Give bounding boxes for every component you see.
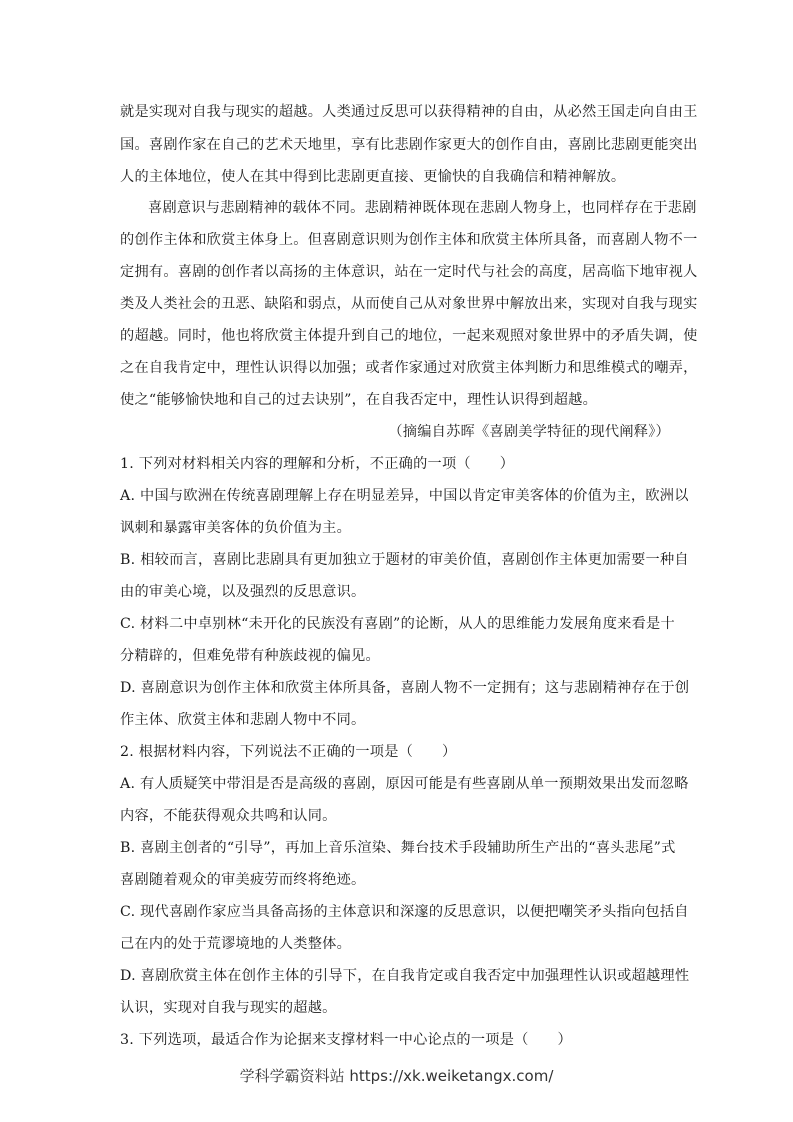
passage-line: 就是实现对自我与现实的超越。人类通过反思可以获得精神的自由，从必然王国走向自由王 bbox=[120, 104, 698, 120]
passage-line: 定拥有。喜剧的创作者以高扬的主体意识，站在一定时代与社会的高度，居高临下地审视人 bbox=[120, 264, 698, 280]
footer-watermark: 学科学霸资料站 https://xk.weiketangx.com/ bbox=[239, 1067, 554, 1085]
question-2-option-d-cont: 认识，实现对自我与现实的超越。 bbox=[120, 1000, 337, 1016]
question-2-stem: 2. 根据材料内容，下列说法不正确的一项是（ ） bbox=[120, 744, 457, 760]
question-1-option-a-cont: 讽刺和暴露审美客体的负价值为主。 bbox=[120, 520, 352, 536]
question-1-option-b: B. 相较而言，喜剧比悲剧具有更加独立于题材的审美价值，喜剧创作主体更加需要一种自 bbox=[120, 552, 689, 568]
question-1-stem: 1. 下列对材料相关内容的理解和分析，不正确的一项（ ） bbox=[120, 456, 515, 472]
source-citation: （摘编自苏晖《喜剧美学特征的现代阐释》） bbox=[388, 424, 670, 440]
passage-paragraph-start: 喜剧意识与悲剧精神的载体不同。悲剧精神既体现在悲剧人物身上，也同样存在于悲剧 bbox=[148, 200, 697, 216]
question-2-option-a-cont: 内容，不能获得观众共鸣和认同。 bbox=[120, 808, 337, 824]
question-2-option-d: D. 喜剧欣赏主体在创作主体的引导下，在自我肯定或自我否定中加强理性认识或超越理性 bbox=[120, 968, 690, 984]
passage-line: 之在自我肯定中，理性认识得以加强；或者作家通过对欣赏主体判断力和思维模式的嘲弄， bbox=[120, 360, 698, 376]
passage-line: 国。喜剧作家在自己的艺术天地里，享有比悲剧作家更大的创作自由，喜剧比悲剧更能突出 bbox=[120, 137, 698, 153]
question-1-option-d: D. 喜剧意识为创作主体和欣赏主体所具备，喜剧人物不一定拥有；这与悲剧精神存在于创 bbox=[120, 680, 690, 696]
question-2-option-c: C. 现代喜剧作家应当具备高扬的主体意识和深邃的反思意识，以便把嘲笑矛头指向包括自 bbox=[120, 904, 689, 920]
question-2-option-c-cont: 己在内的处于荒谬境地的人类整体。 bbox=[120, 936, 352, 952]
question-1-option-a: A. 中国与欧洲在传统喜剧理解上存在明显差异，中国以肯定审美客体的价值为主，欧洲以 bbox=[120, 488, 689, 504]
question-1-option-b-cont: 由的审美心境，以及强烈的反思意识。 bbox=[120, 584, 366, 600]
question-1-option-c-cont: 分精辟的，但难免带有种族歧视的偏见。 bbox=[120, 648, 380, 664]
question-3-stem: 3. 下列选项，最适合作为论据来支撑材料一中心论点的一项是（ ） bbox=[120, 1032, 572, 1048]
passage-line: 类及人类社会的丑恶、缺陷和弱点，从而使自己从对象世界中解放出来，实现对自我与现实 bbox=[120, 296, 698, 312]
question-2-option-b-cont: 喜剧随着观众的审美疲劳而终将绝迹。 bbox=[120, 872, 366, 888]
passage-line: 的超越。同时，他也将欣赏主体提升到自己的地位，一起来观照对象世界中的矛盾失调，使 bbox=[120, 328, 698, 344]
passage-line: 使之“能够愉快地和自己的过去诀别”，在自我否定中，理性认识得到超越。 bbox=[120, 392, 598, 408]
question-2-option-b: B. 喜剧主创者的“引导”，再加上音乐渲染、舞台技术手段辅助所生产出的“喜头悲尾”式 bbox=[120, 840, 676, 856]
passage-line: 人的主体地位，使人在其中得到比悲剧更直接、更愉快的自我确信和精神解放。 bbox=[120, 169, 626, 185]
question-1-option-c: C. 材料二中卓别林“未开化的民族没有喜剧”的论断，从人的思维能力发展角度来看是十 bbox=[120, 616, 675, 632]
passage-line: 的创作主体和欣赏主体身上。但喜剧意识则为创作主体和欣赏主体所具备，而喜剧人物不一 bbox=[120, 232, 698, 248]
question-1-option-d-cont: 作主体、欣赏主体和悲剧人物中不同。 bbox=[120, 712, 366, 728]
question-2-option-a: A. 有人质疑笑中带泪是否是高级的喜剧，原因可能是有些喜剧从单一预期效果出发而忽略 bbox=[120, 776, 689, 792]
